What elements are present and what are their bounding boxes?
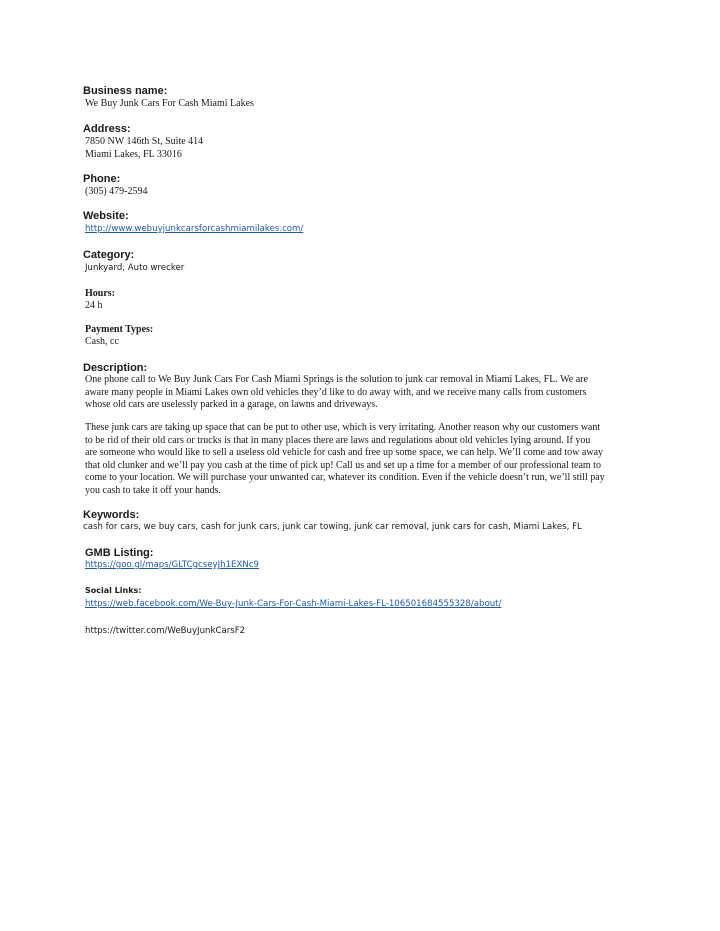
description-p1-line-2: aware many people in Miami Lakes own old vehicles they’d like to do away with, and we receive many calls from customers (85, 387, 587, 398)
description-heading: Description: (83, 362, 148, 374)
hours-heading: Hours: (85, 288, 115, 299)
hours-value: 24 h (85, 300, 103, 311)
description-p2-line-6: you cash to take it off your hands. (85, 485, 221, 496)
facebook-link[interactable]: https://web.facebook.com/We-Buy-Junk-Cars-For-Cash-Miami-Lakes-FL-106501684555328/about/ (85, 599, 502, 609)
website-link[interactable]: http://www.webuyjunkcarsforcashmiamilakes.com/ (85, 224, 304, 234)
social-links-heading: Social Links: (85, 586, 142, 595)
description-p2-line-1: These junk cars are taking up space that can be put to other use, which is very irritating. Another reason why our customers want (85, 422, 601, 433)
gmb-heading: GMB Listing: (85, 547, 154, 559)
keywords-value: cash for cars, we buy cars, cash for junk cars, junk car towing, junk car removal, junk cars for cash, Miami Lakes, FL (83, 522, 582, 532)
address-heading: Address: (83, 123, 131, 135)
phone-heading: Phone: (83, 173, 121, 185)
business-name-value: We Buy Junk Cars For Cash Miami Lakes (85, 98, 254, 109)
description-p2-line-4: that old clunker and we’ll pay you cash at the time of pick up! Call us and set up a time for a member of our professional team to (85, 460, 601, 471)
description-p2-line-2: to be rid of their old cars or trucks is that in many places there are laws and regulations about old vehicles lying around. If you (85, 435, 591, 446)
address-line-2: Miami Lakes, FL 33016 (85, 149, 182, 160)
phone-value: (305) 479-2594 (85, 186, 148, 197)
business-name-heading: Business name: (83, 85, 168, 97)
gmb-link[interactable]: https://goo.gl/maps/GLTCgcseyJh1EXNc9 (85, 560, 259, 570)
payment-heading: Payment Types: (85, 324, 154, 335)
payment-value: Cash, cc (85, 336, 119, 347)
description-p1-line-1: One phone call to We Buy Junk Cars For Cash Miami Springs is the solution to junk car removal in Miami Lakes, FL. We are (85, 374, 588, 385)
category-heading: Category: (83, 249, 135, 261)
website-heading: Website: (83, 210, 129, 222)
category-value: Junkyard, Auto wrecker (85, 263, 185, 273)
description-p2-line-5: come to your location. We will purchase your unwanted car, whatever its condition. Even if the vehicle doesn’t run, we’ll still pay (85, 472, 605, 483)
description-p1-line-3: whose old cars are uselessly parked in a garage, on lawns and driveways. (85, 399, 378, 410)
address-line-1: 7850 NW 146th St, Suite 414 (85, 136, 204, 147)
description-p2-line-3: are someone who would like to sell a useless old vehicle for cash and free up some space, we can help. We’ll come and tow away (85, 447, 604, 458)
twitter-link-text[interactable]: https://twitter.com/WeBuyJunkCarsF2 (85, 626, 246, 636)
keywords-heading: Keywords: (83, 509, 140, 521)
